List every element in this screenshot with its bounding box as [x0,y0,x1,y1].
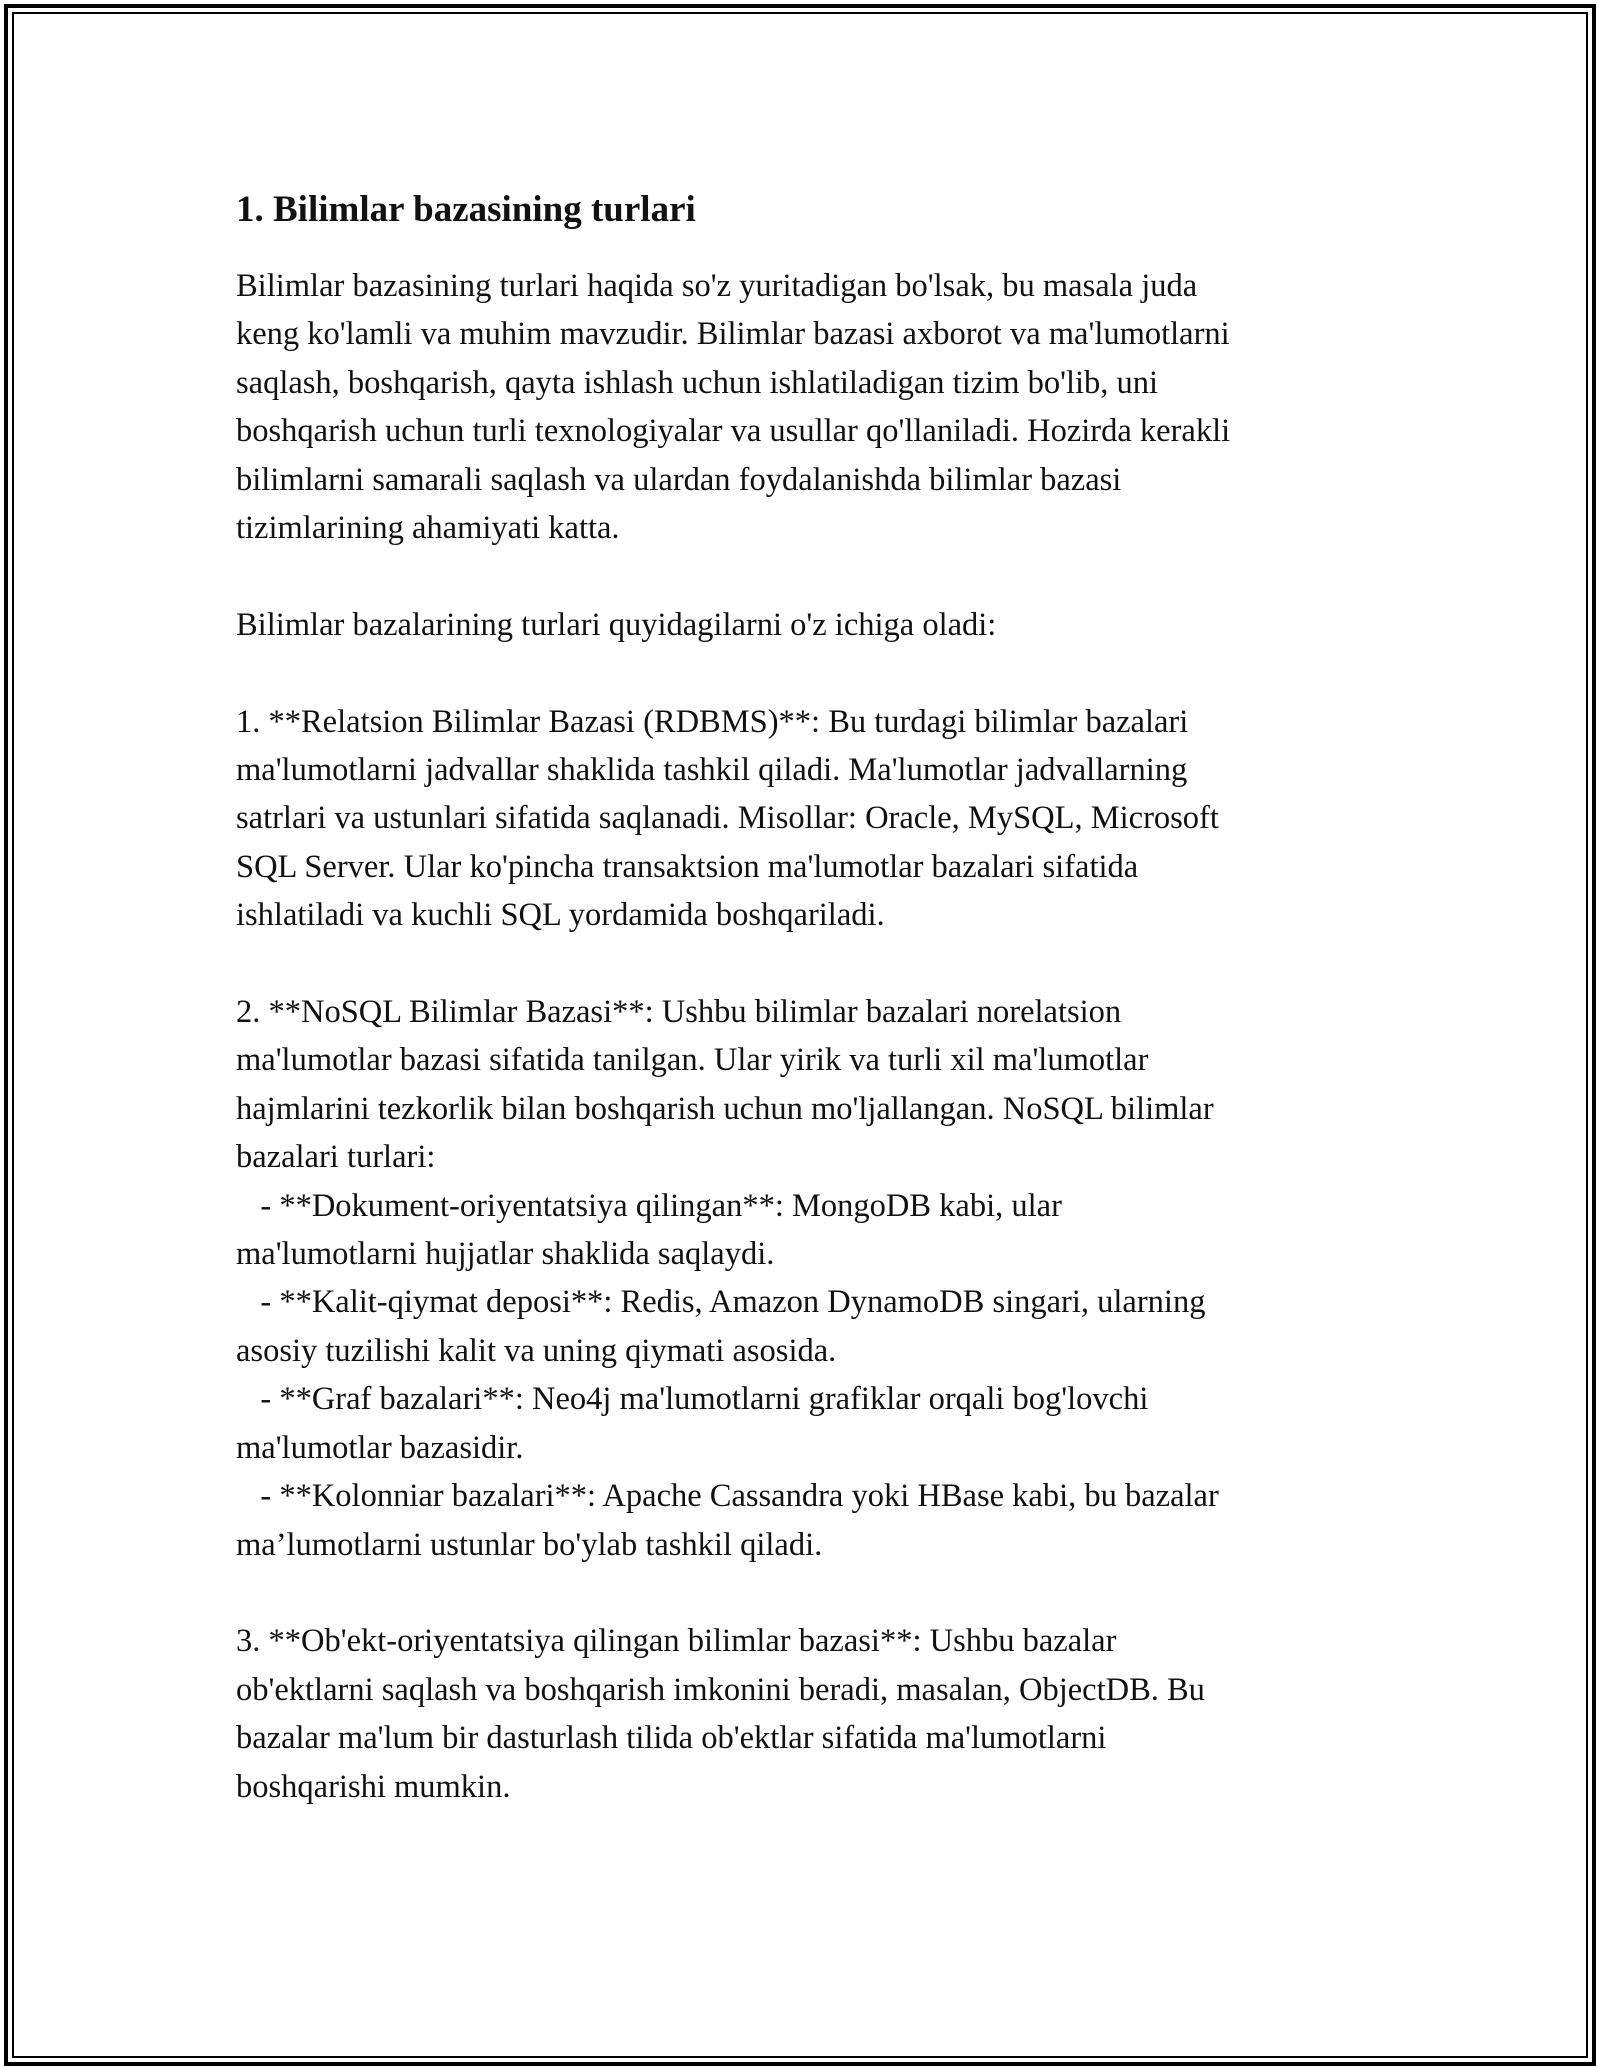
section-heading: 1. Bilimlar bazasining turlari [236,189,696,230]
list-item-rdbms: 1. **Relatsion Bilimlar Bazasi (RDBMS)**: Bu turdagi bilimlar bazalari ma'lumotlarni jadvallar shaklida tashkil qiladi. Ma'lumotlar jadvallarning satrlari va ustunlari sifatida saqlanadi. Misollar: Oracle, MySQL, Microsoft SQL Server. Ular ko'pincha transaktsion ma'lumotlar bazalari sifatida ishlatiladi va kuchli SQL yordamida boshqariladi. [236,703,1219,934]
paragraph-spacer [236,1569,1376,1617]
paragraph-spacer [236,552,1376,600]
paragraph-spacer [236,940,1376,988]
list-item-nosql: 2. **NoSQL Bilimlar Bazasi**: Ushbu bilimlar bazalari norelatsion ma'lumotlar bazasi sifatida tanilgan. Ular yirik va turli xil ma'lumotlar hajmlarini tezkorlik bilan boshqarish uchun mo'ljallangan. NoSQL bilimlar bazalari turlari: - **Dokument-oriyentatsiya qilingan**: MongoDB kabi, ular ma'lumotlarni hujjatlar shaklida saqlaydi. - **Kalit-qiymat deposi**: Redis, Amazon DynamoDB singari, ularning asosiy tuzilishi kalit va uning qiymati asosida. - **Graf bazalari**: Neo4j ma'lumotlarni grafiklar orqali bog'lovchi ma'lumotlar bazasidir. - **Kolonniar bazalari**: Apache Cassandra yoki HBase kabi, bu bazalar ma’lumotlarni ustunlar bo'ylab tashkil qiladi. [236,994,1219,1563]
intro-paragraph: Bilimlar bazasining turlari haqida so'z yuritadigan bo'lsak, bu masala juda keng ko'lamli va muhim mavzudir. Bilimlar bazasi axborot va ma'lumotlarni saqlash, boshqarish, qayta ishlash uchun ishlatiladigan tizim bo'lib, uni boshqarish uchun turli texnologiyalar va usullar qo'llaniladi. Hozirda kerakli bilimlarni samarali saqlash va ulardan foydalanishda bilimlar bazasi tizimlarining ahamiyati katta. [236,268,1231,547]
lead-paragraph: Bilimlar bazalarining turlari quyidagilarni o'z ichiga oladi: [236,606,997,643]
document-body [236,186,1376,1811]
paragraph-spacer [236,649,1376,697]
list-item-object-oriented: 3. **Ob'ekt-oriyentatsiya qilingan bilimlar bazasi**: Ushbu bazalar ob'ektlarni saqlash va boshqarish imkonini beradi, masalan, ObjectDB. Bu bazalar ma'lum bir dasturlash tilida ob'ektlar sifatida ma'lumotlarni boshqarishi mumkin. [236,1623,1205,1805]
